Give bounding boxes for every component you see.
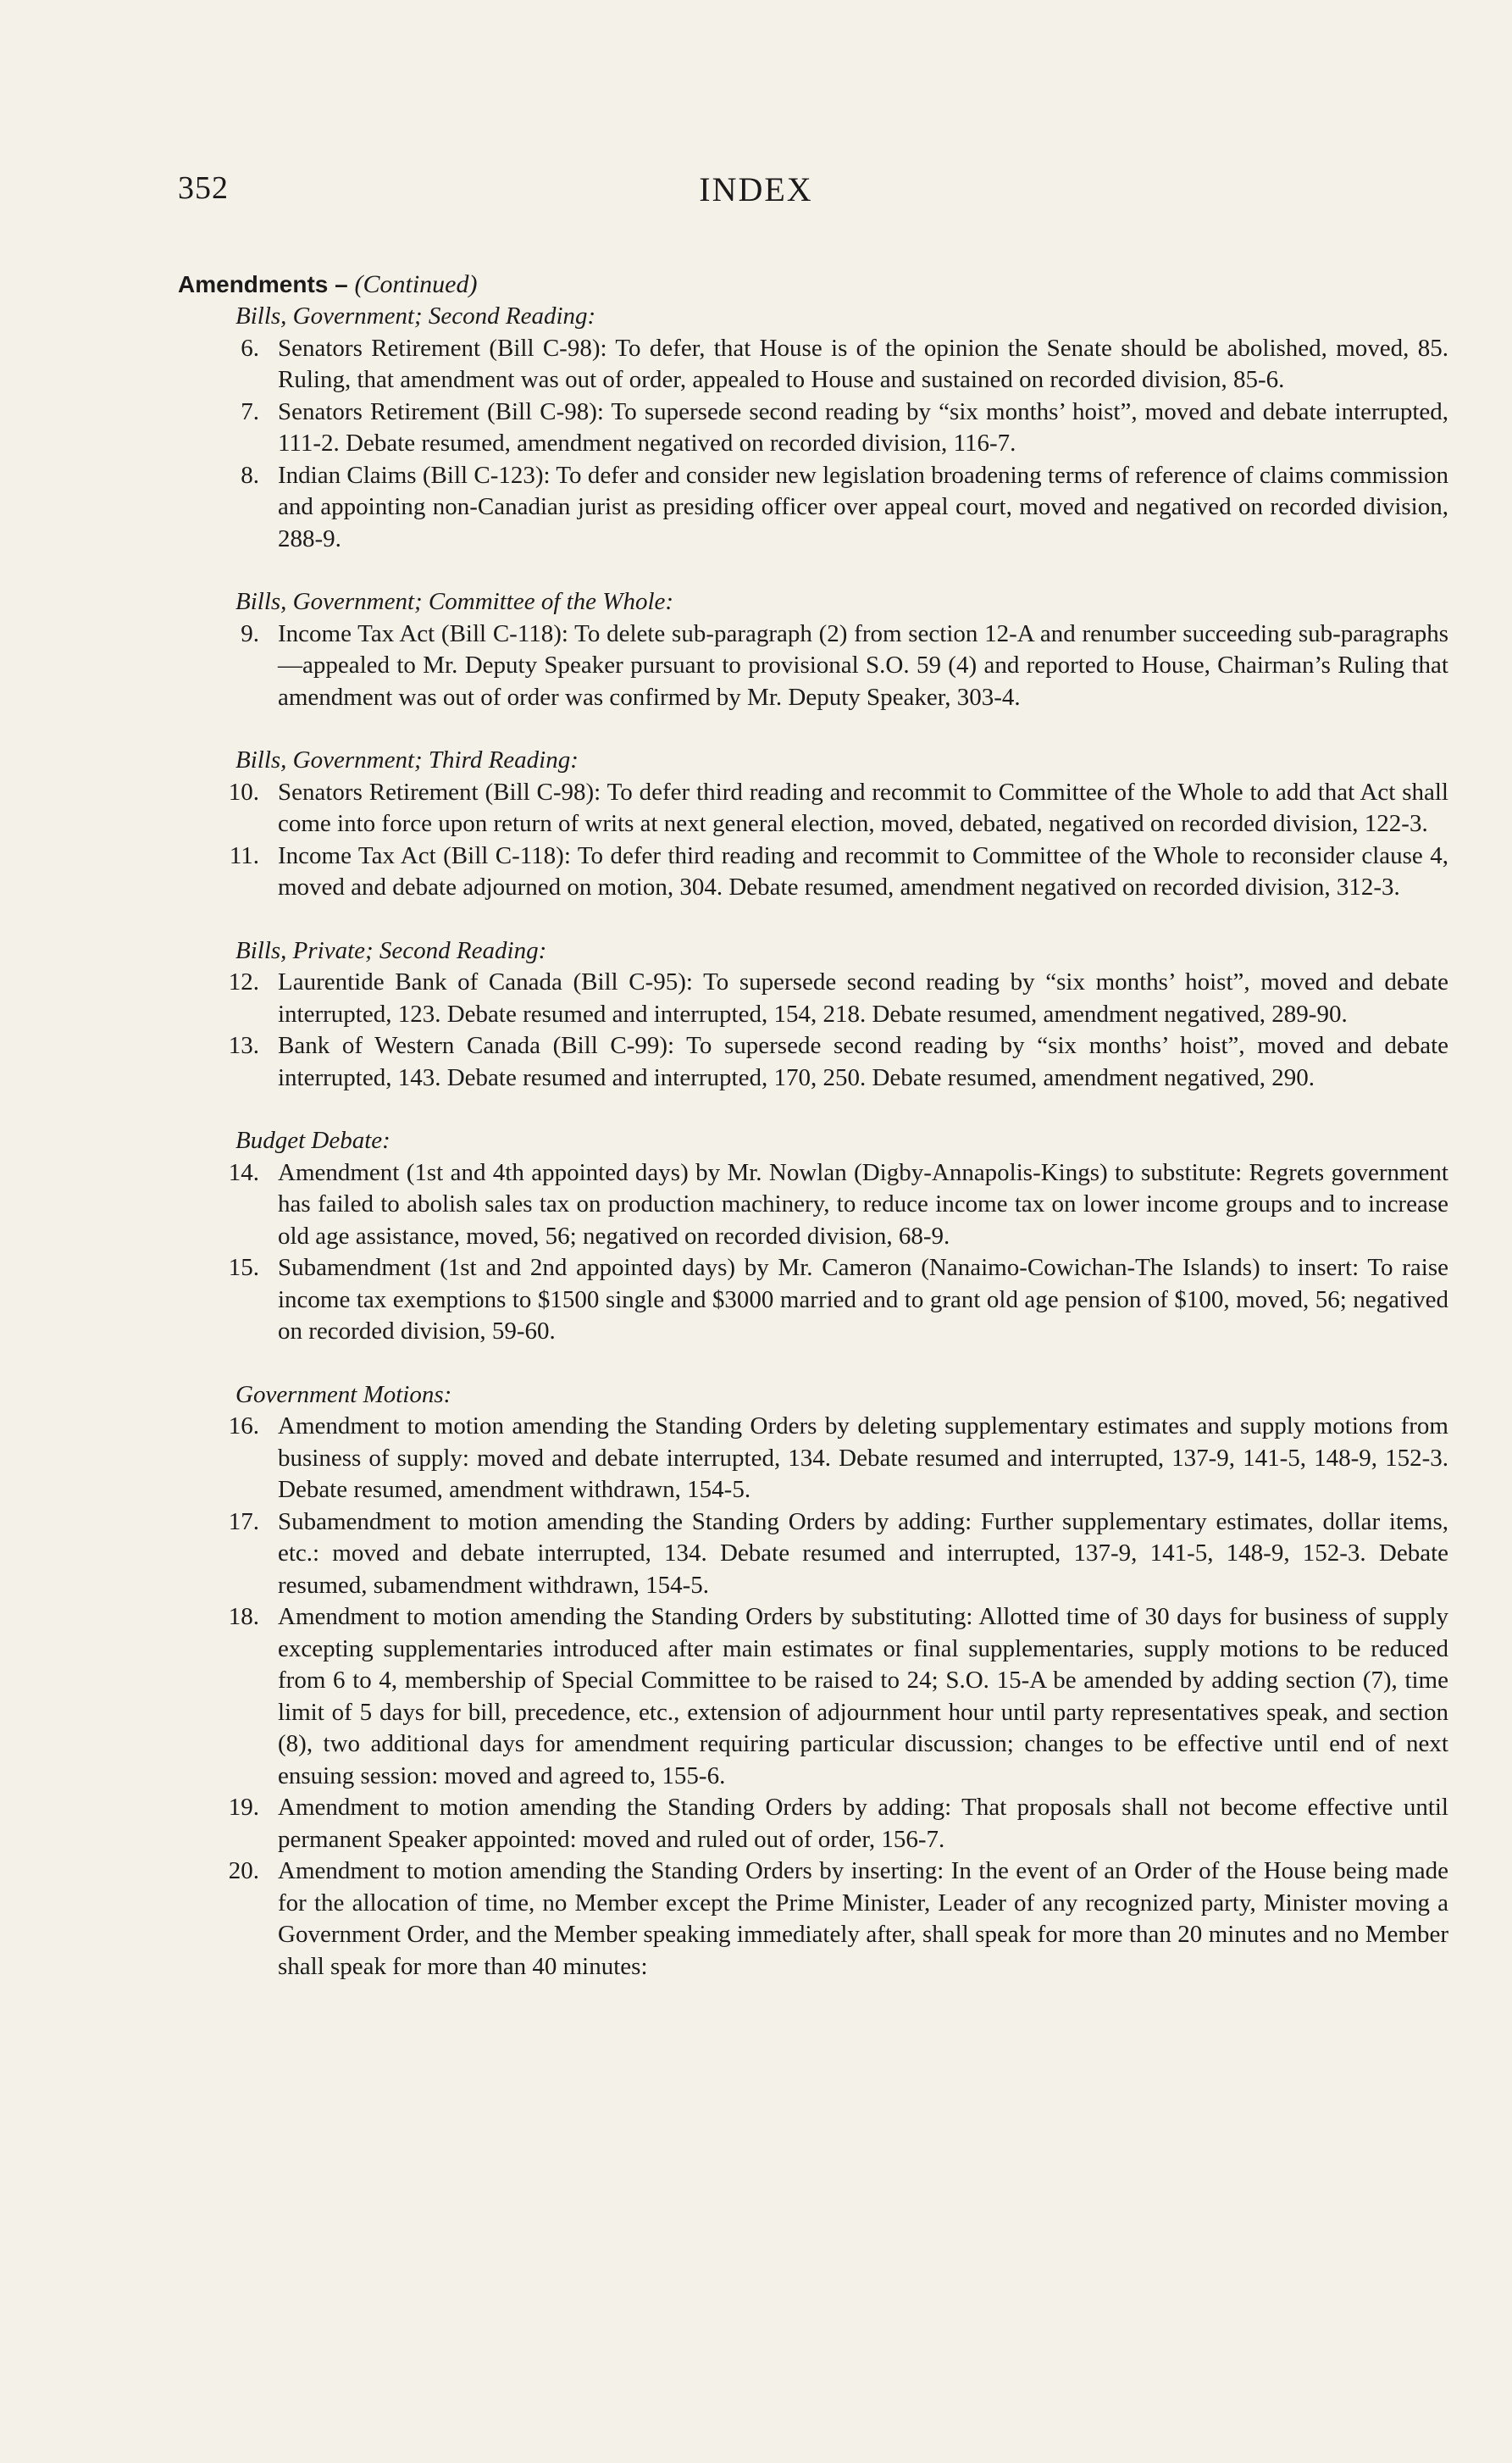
index-entry	[178, 1856, 1448, 1983]
entry-text: Bank of Western Canada (Bill C-99): To supersede second reading by “six months’ hoist”, moved and debate interrupted, 143. Debate resumed and interrupted, 170, 250. Debate resumed, amendment negatived, 290.	[278, 1032, 1448, 1091]
entry-text: Laurentide Bank of Canada (Bill C-95): To supersede second reading by “six months’ hoist”, moved and debate interrupted, 123. Debate resumed and interrupted, 154, 218. Debate resumed, amendment negatived, 289-90.	[278, 968, 1448, 1028]
entry-number: 6.	[241, 334, 259, 362]
entry-number: 17.	[228, 1507, 259, 1535]
index-entry	[178, 397, 1448, 460]
index-entry	[178, 1792, 1448, 1856]
entry-text: Senators Retirement (Bill C-98): To supersede second reading by “six months’ hoist”, moved and debate interrupted, 111-2. Debate resumed, amendment negatived on recorded division, 116-7.	[278, 397, 1448, 457]
index-section	[178, 935, 1448, 1095]
entry-text: Amendment to motion amending the Standing Orders by substituting: Allotted time of 30 days for business of supply excepting supplementaries introduced after main estimates or final supplementaries, supply motions to be reduced from 6 to 4, membership of Special Committee to be raised to 24; S.O. 15-A be amended by adding section (7), time limit of 5 days for bill, precedence, etc., extension of adjournment hour until party representatives speak, and section (8), two additional days for amendment requiring particular discussion; changes to be effective until end of next ensuing session: moved and agreed to, 155-6.	[278, 1603, 1448, 1789]
entry-text: Income Tax Act (Bill C-118): To delete sub-paragraph (2) from section 12-A and renumber succeeding sub-paragraphs—appealed to Mr. Deputy Speaker pursuant to provisional S.O. 59 (4) and reported to House, Chairman’s Ruling that amendment was out of order was confirmed by Mr. Deputy Speaker, 303-4.	[278, 619, 1448, 711]
index-entry	[178, 967, 1448, 1030]
index-entry	[178, 1030, 1448, 1094]
index-entry	[178, 1252, 1448, 1348]
section-heading: Bills, Private; Second Reading:	[235, 936, 547, 964]
index-entry	[178, 1601, 1448, 1792]
entry-number: 8.	[241, 461, 259, 489]
index-section	[178, 586, 1448, 713]
index-sections	[178, 301, 1448, 1983]
index-section	[178, 745, 1448, 904]
index-section	[178, 301, 1448, 555]
entry-number: 7.	[241, 397, 259, 425]
entry-text: Indian Claims (Bill C-123): To defer and consider new legislation broadening terms of reference of claims commission and appointing non-Canadian jurist as presiding officer over appeal court, moved and negatived on recorded division, 288-9.	[278, 461, 1448, 552]
index-section	[178, 1125, 1448, 1348]
heading-continued: (Continued)	[354, 270, 478, 298]
entry-number: 13.	[228, 1032, 259, 1059]
index-entry	[178, 1506, 1448, 1602]
entry-number: 20.	[228, 1857, 259, 1884]
index-entry	[178, 1157, 1448, 1253]
entry-number: 15.	[228, 1254, 259, 1281]
entry-text: Subamendment (1st and 2nd appointed days) by Mr. Cameron (Nanaimo-Cowichan-The Islands) to insert: To raise income tax exemptions to $1500 single and $3000 married and to grant old age pension of $100, moved, 56; negatived on recorded division, 59-60.	[278, 1254, 1448, 1345]
index-entry	[178, 840, 1448, 904]
entry-text: Amendment to motion amending the Standing Orders by adding: That proposals shall not become effective until permanent Speaker appointed: moved and ruled out of order, 156-7.	[278, 1794, 1448, 1853]
entry-text: Senators Retirement (Bill C-98): To defer third reading and recommit to Committee of the Whole to add that Act shall come into force upon return of writs at next general election, moved, debated, negatived on recorded division, 122-3.	[278, 778, 1448, 837]
index-section	[178, 1379, 1448, 1983]
heading-term: Amendments	[178, 271, 329, 297]
entry-number: 14.	[228, 1158, 259, 1186]
index-entry	[178, 777, 1448, 840]
index-content	[178, 269, 1448, 1983]
entry-text: Amendment (1st and 4th appointed days) by Mr. Nowlan (Digby-Annapolis-Kings) to substitute: Regrets government has failed to abolish sales tax on production machinery, to reduce income tax on lower income groups and to increase old age assistance, moved, 56; negatived on recorded division, 68-9.	[278, 1158, 1448, 1250]
section-heading: Bills, Government; Second Reading:	[235, 302, 596, 330]
running-head: INDEX	[699, 170, 813, 208]
entry-text: Senators Retirement (Bill C-98): To defer, that House is of the opinion the Senate should be abolished, moved, 85. Ruling, that amendment was out of order, appealed to House and sustained on recorded division, 85-6.	[278, 334, 1448, 393]
entry-number: 12.	[228, 968, 259, 996]
entry-text: Income Tax Act (Bill C-118): To defer third reading and recommit to Committee of the Whole to reconsider clause 4, moved and debate adjourned on motion, 304. Debate resumed, amendment negatived on recorded division, 312-3.	[278, 841, 1448, 901]
heading-dash: –	[328, 271, 355, 297]
index-entry	[178, 619, 1448, 714]
entry-number: 16.	[228, 1412, 259, 1440]
entry-number: 10.	[228, 778, 259, 806]
index-heading	[178, 269, 1448, 301]
section-heading: Bills, Government; Committee of the Whole:	[235, 588, 674, 615]
entry-text: Subamendment to motion amending the Standing Orders by adding: Further supplementary estimates, dollar items, etc.: moved and debate interrupted, 134. Debate resumed and interrupted, 137-9, 141-5, 148-9, 152-3. Debate resumed, subamendment withdrawn, 154-5.	[278, 1507, 1448, 1599]
page-number: 352	[178, 170, 229, 206]
entry-number: 9.	[241, 619, 259, 647]
index-entry	[178, 333, 1448, 397]
entry-text: Amendment to motion amending the Standing Orders by inserting: In the event of an Order of the House being made for the allocation of time, no Member except the Prime Minister, Leader of any recognized party, Minister moving a Government Order, and the Member speaking immediately after, shall speak for more than 20 minutes and no Member shall speak for more than 40 minutes:	[278, 1857, 1448, 1980]
section-heading: Government Motions:	[235, 1380, 452, 1408]
entry-number: 18.	[228, 1603, 259, 1630]
entry-text: Amendment to motion amending the Standing Orders by deleting supplementary estimates and supply motions from business of supply: moved and debate interrupted, 134. Debate resumed and interrupted, 137-9, 141-5, 148-9, 152-3. Debate resumed, amendment withdrawn, 154-5.	[278, 1412, 1448, 1503]
entry-number: 11.	[229, 841, 259, 869]
entry-number: 19.	[228, 1794, 259, 1821]
section-heading: Budget Debate:	[235, 1127, 390, 1154]
section-heading: Bills, Government; Third Reading:	[235, 746, 579, 774]
index-entry	[178, 1411, 1448, 1506]
index-entry	[178, 460, 1448, 556]
